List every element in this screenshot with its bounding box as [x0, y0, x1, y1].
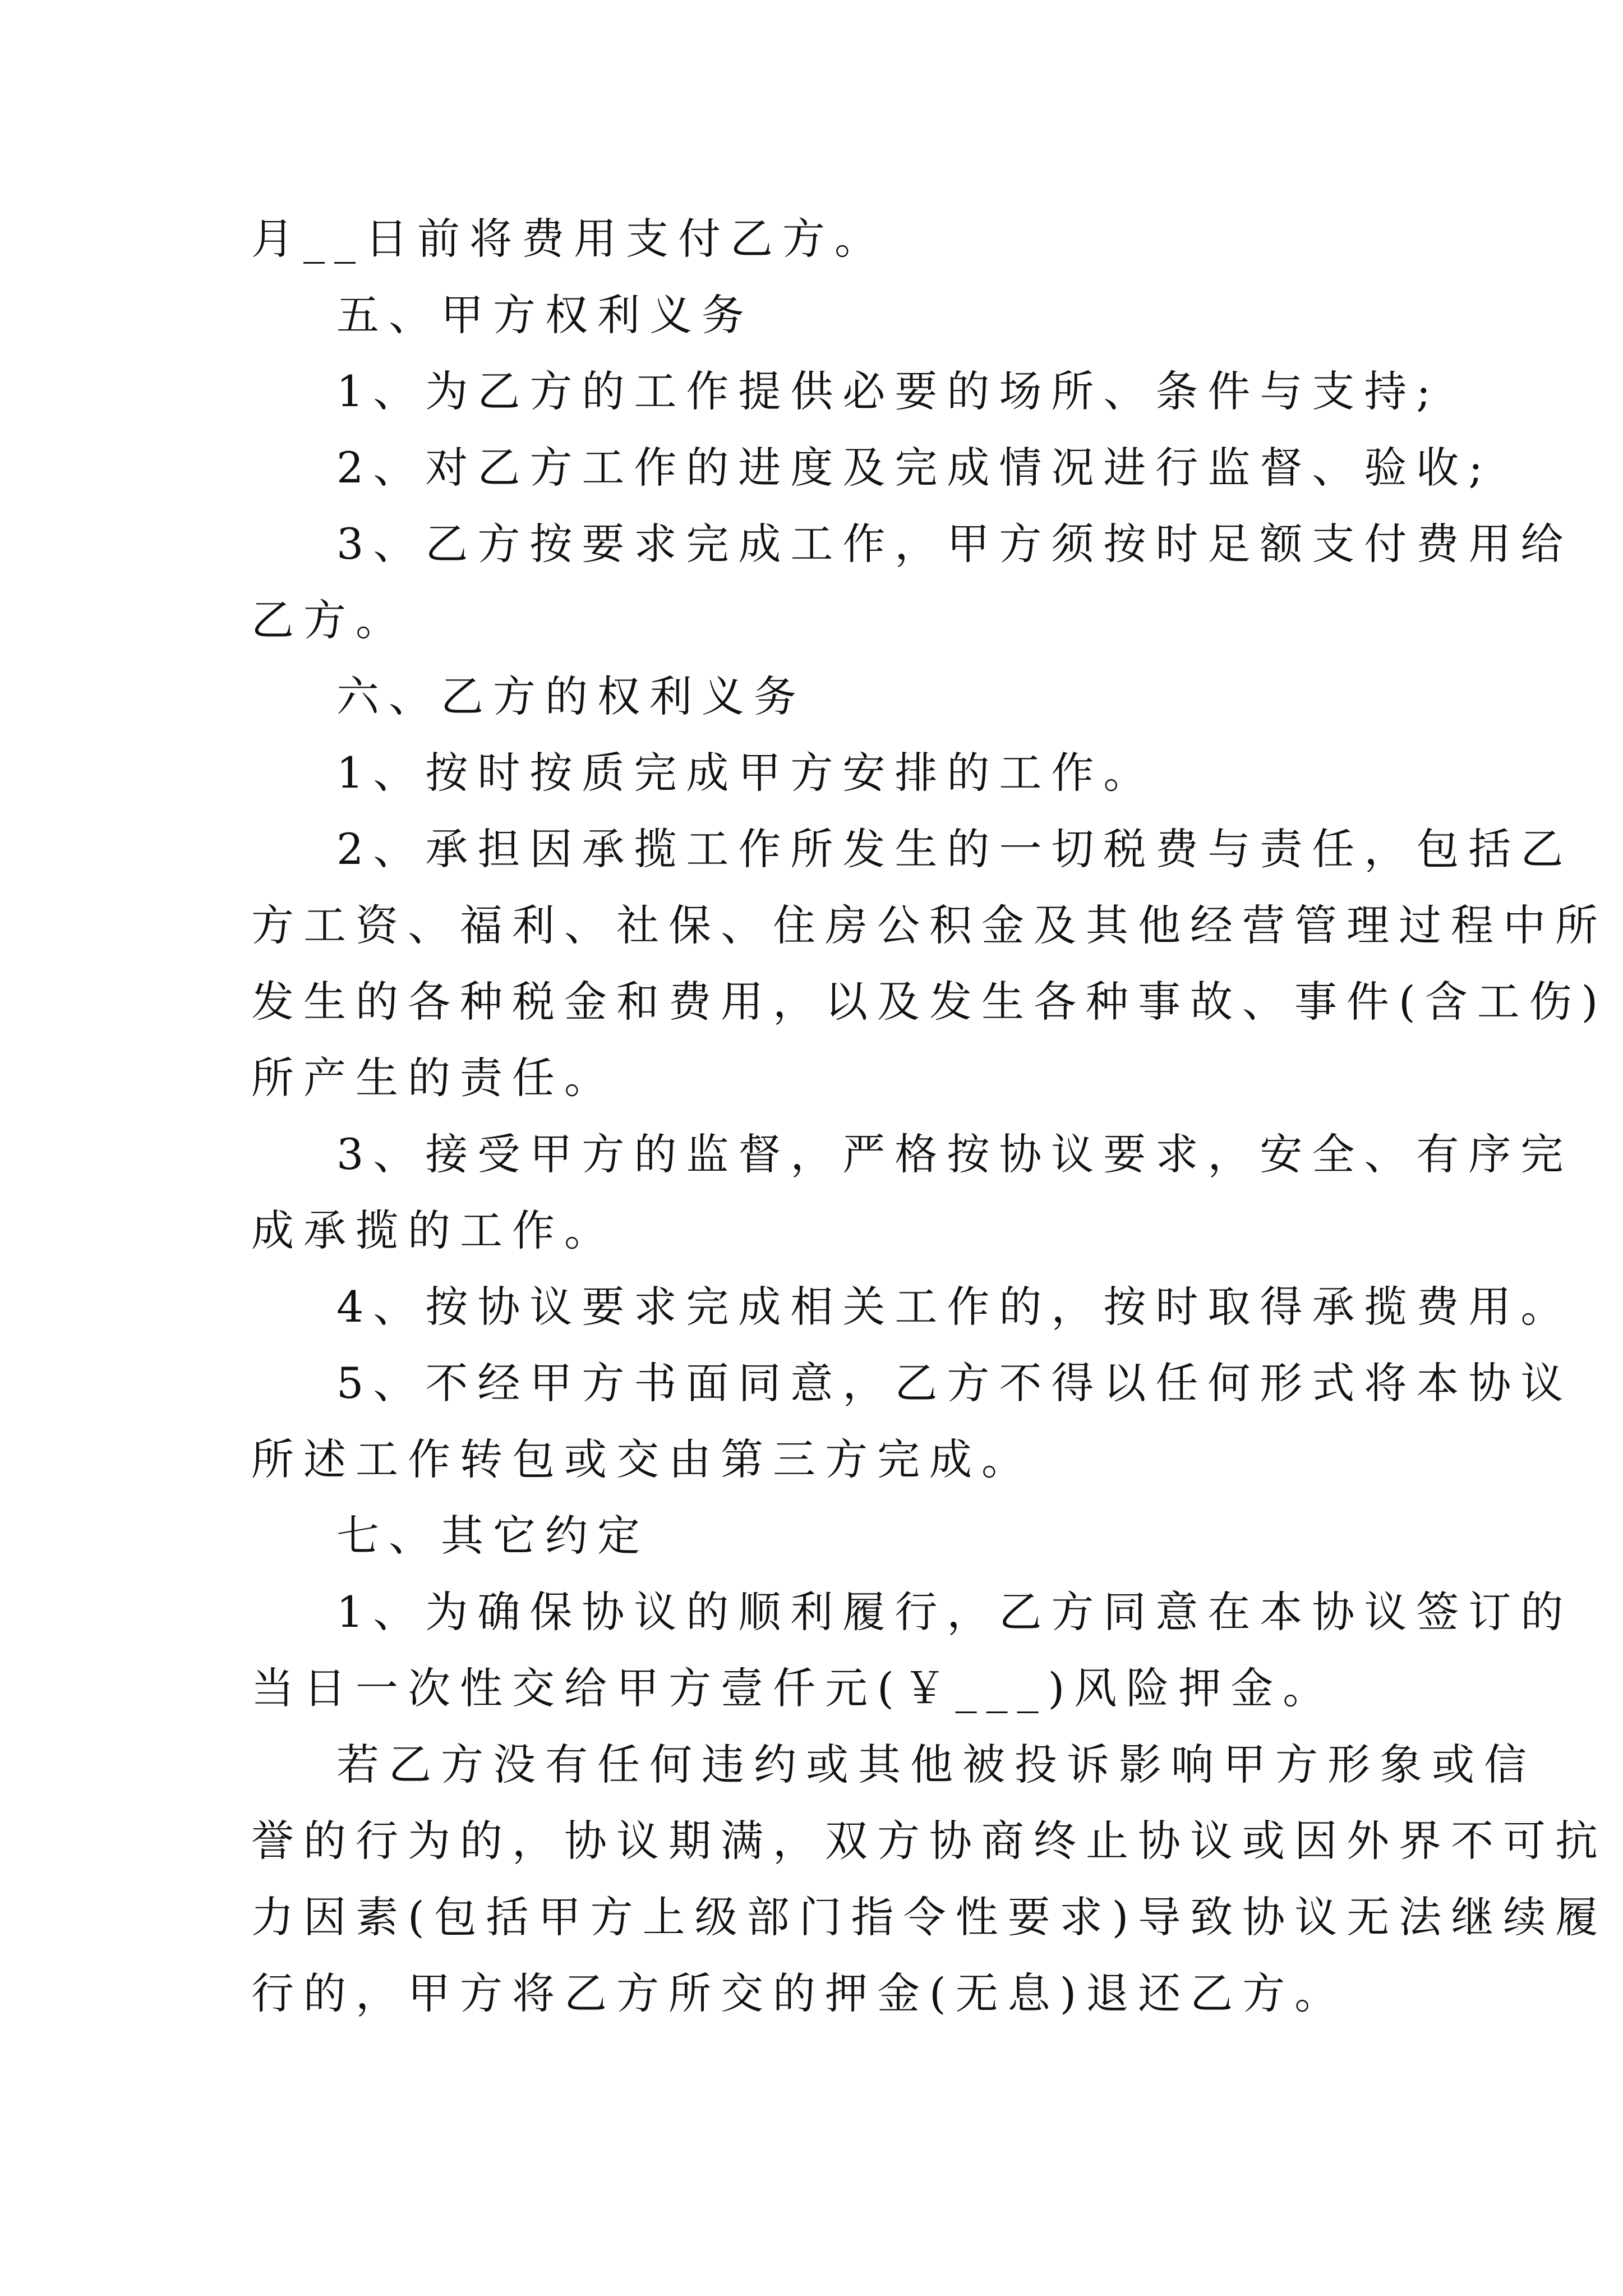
- paragraph-line: 誉的行为的，协议期满，双方协商终止协议或因外界不可抗: [251, 1816, 1607, 1866]
- paragraph-line: 1、为乙方的工作提供必要的场所、条件与支持;: [336, 366, 1440, 416]
- paragraph-line: 乙方。: [251, 595, 408, 645]
- section-heading: 六、乙方的权利义务: [336, 671, 806, 721]
- paragraph-line: 3、接受甲方的监督，严格按协议要求，安全、有序完: [336, 1129, 1573, 1179]
- section-heading: 七、其它约定: [336, 1511, 649, 1561]
- paragraph-line: 若乙方没有任何违约或其他被投诉影响甲方形象或信: [336, 1740, 1536, 1789]
- paragraph-line: 4、按协议要求完成相关工作的，按时取得承揽费用。: [336, 1282, 1573, 1332]
- paragraph-line: 2、承担因承揽工作所发生的一切税费与责任，包括乙: [336, 824, 1573, 874]
- document-body: [251, 201, 1608, 2032]
- paragraph-line: 行的，甲方将乙方所交的押金(无息)退还乙方。: [251, 1968, 1347, 2018]
- paragraph-line: 1、按时按质完成甲方安排的工作。: [336, 748, 1156, 798]
- paragraph-line: 成承揽的工作。: [251, 1205, 616, 1255]
- paragraph-line: 力因素(包括甲方上级部门指令性要求)导致协议无法继续履: [251, 1892, 1608, 1942]
- paragraph-line: 5、不经甲方书面同意，乙方不得以任何形式将本协议: [336, 1358, 1573, 1408]
- paragraph-line: 当日一次性交给甲方壹仟元(￥___)风险押金。: [251, 1663, 1335, 1713]
- paragraph-line: 1、为确保协议的顺利履行，乙方同意在本协议签订的: [336, 1587, 1573, 1637]
- paragraph-line: 月__日前将费用支付乙方。: [251, 214, 887, 264]
- paragraph-line: 发生的各种税金和费用，以及发生各种事故、事件(含工伤): [251, 977, 1608, 1027]
- paragraph-line: 3、乙方按要求完成工作，甲方须按时足额支付费用给: [336, 519, 1573, 569]
- paragraph-line: 方工资、福利、社保、住房公积金及其他经营管理过程中所: [251, 900, 1607, 950]
- paragraph-line: 所产生的责任。: [251, 1053, 616, 1103]
- paragraph-line: 所述工作转包或交由第三方完成。: [251, 1434, 1034, 1484]
- section-heading: 五、甲方权利义务: [336, 290, 754, 340]
- paragraph-line: 2、对乙方工作的进度及完成情况进行监督、验收;: [336, 443, 1492, 493]
